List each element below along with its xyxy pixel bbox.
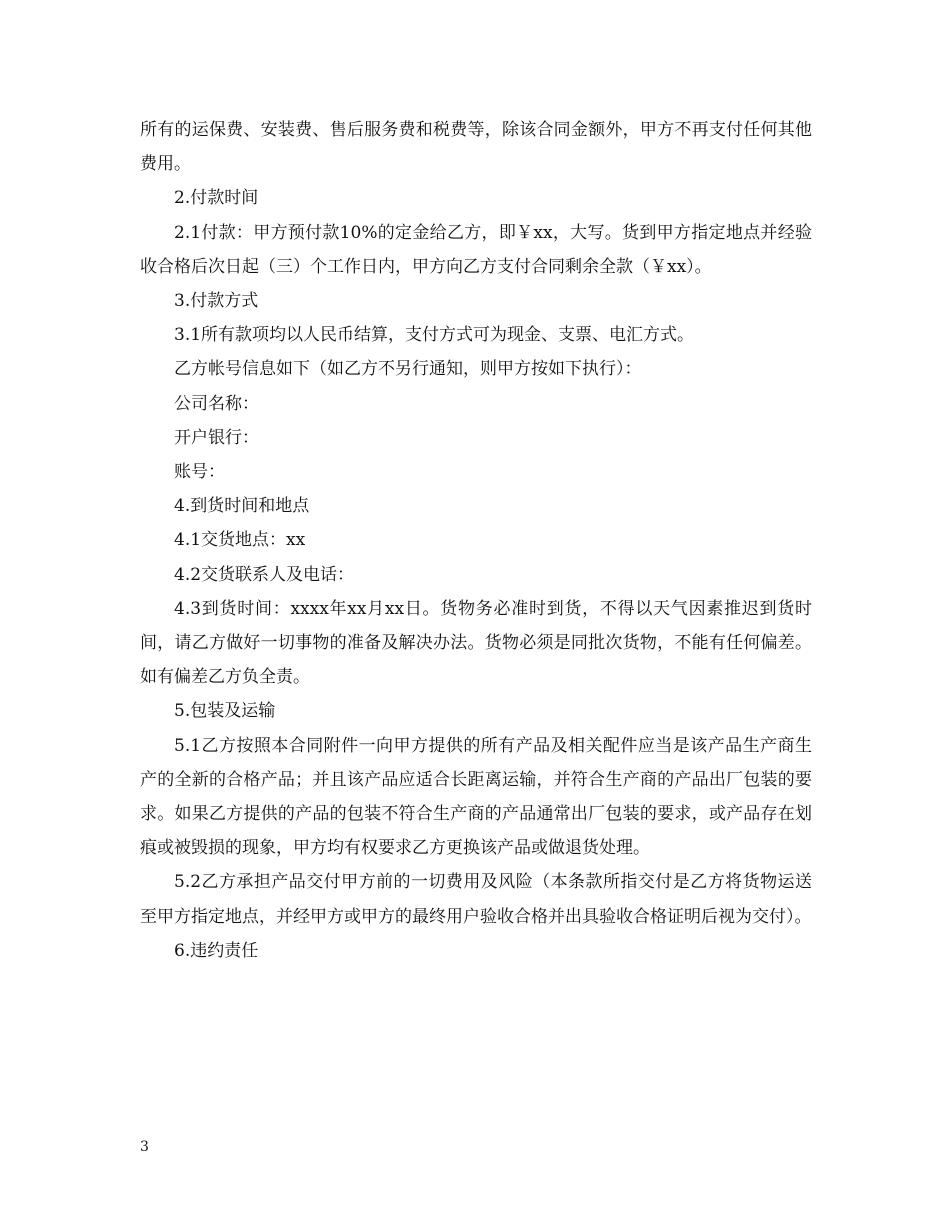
section-heading: 4.到货时间和地点 bbox=[174, 496, 310, 517]
section-heading: 5.包装及运输 bbox=[174, 701, 276, 722]
section-heading: 2.付款时间 bbox=[174, 188, 259, 209]
paragraph: 4.1交货地点：xx bbox=[174, 530, 306, 551]
section-heading: 6.违约责任 bbox=[174, 940, 259, 961]
section-heading: 3.付款方式 bbox=[174, 291, 259, 312]
paragraph: 乙方帐号信息如下（如乙方不另行通知，则甲方按如下执行）： bbox=[174, 359, 642, 380]
paragraph: 所有的运保费、安装费、售后服务费和税费等，除该合同金额外，甲方不再支付任何其他费用。 bbox=[140, 120, 812, 175]
field-label: 公司名称： bbox=[174, 393, 259, 414]
page-number: 3 bbox=[140, 1139, 149, 1155]
paragraph: 3.1所有款项均以人民币结算，支付方式可为现金、支票、电汇方式。 bbox=[174, 325, 695, 346]
paragraph: 4.2交货联系人及电话： bbox=[174, 564, 355, 585]
paragraph: 2.1付款：甲方预付款10%的定金给乙方，即￥xx，大写。货到甲方指定地点并经验收合格后次日起（三）个工作日内，甲方向乙方支付合同剩余全款（￥xx）。 bbox=[140, 222, 812, 277]
field-label: 账号： bbox=[174, 462, 225, 483]
paragraph: 5.1乙方按照本合同附件一向甲方提供的所有产品及相关配件应当是该产品生产商生产的全新的合格产品；并且该产品应适合长距离运输，并符合生产商的产品出厂包装的要求。如果乙方提供的产品的包装不符合生产商的产品通常出厂包装的要求，或产品存在划痕或被毁损的现象，甲方均有权要求乙方更换该产品或做退货处理。 bbox=[140, 735, 812, 859]
paragraph: 5.2乙方承担产品交付甲方前的一切费用及风险（本条款所指交付是乙方将货物运送至甲方指定地点，并经甲方或甲方的最终用户验收合格并出具验收合格证明后视为交付）。 bbox=[140, 872, 812, 927]
document-body bbox=[140, 113, 812, 968]
paragraph: 4.3到货时间：xxxx年xx月xx日。货物务必准时到货，不得以天气因素推迟到货时间，请乙方做好一切事物的准备及解决办法。货物必须是同批次货物，不能有任何偏差。如有偏差乙方负全责。 bbox=[140, 598, 812, 688]
field-label: 开户银行： bbox=[174, 427, 259, 448]
